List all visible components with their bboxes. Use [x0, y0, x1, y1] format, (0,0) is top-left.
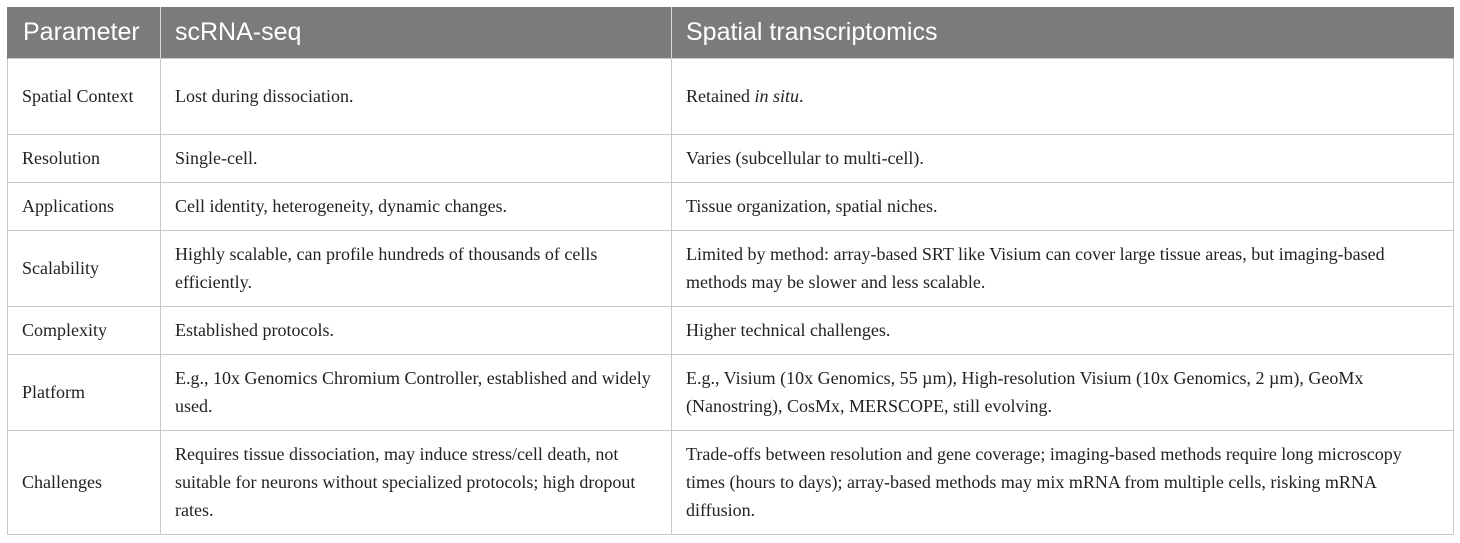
parameter-cell: Applications	[8, 182, 161, 230]
scrna-cell: E.g., 10x Genomics Chromium Controller, established and widely used.	[161, 354, 672, 430]
table-body	[8, 58, 1454, 534]
table-row-complexity	[8, 306, 1454, 354]
comparison-table	[7, 7, 1454, 535]
table-row-challenges	[8, 430, 1454, 534]
parameter-cell: Challenges	[8, 430, 161, 534]
header-parameter: Parameter	[8, 7, 161, 58]
scrna-cell: Lost during dissociation.	[161, 58, 672, 134]
header-scrna-seq: scRNA-seq	[161, 7, 672, 58]
table-row-platform	[8, 354, 1454, 430]
table-header	[8, 7, 1454, 58]
table-row-spatial-context	[8, 58, 1454, 134]
spatial-cell: E.g., Visium (10x Genomics, 55 µm), High-resolution Visium (10x Genomics, 2 µm), GeoMx (Nanostring), CosMx, MERSCOPE, still evolving.	[672, 354, 1454, 430]
scrna-cell: Cell identity, heterogeneity, dynamic changes.	[161, 182, 672, 230]
table-row-scalability	[8, 230, 1454, 306]
scrna-cell: Requires tissue dissociation, may induce stress/cell death, not suitable for neurons without specialized protocols; high dropout rates.	[161, 430, 672, 534]
parameter-cell: Resolution	[8, 134, 161, 182]
parameter-cell: Platform	[8, 354, 161, 430]
scrna-cell: Established protocols.	[161, 306, 672, 354]
spatial-cell: Trade-offs between resolution and gene coverage; imaging-based methods require long microscopy times (hours to days); array-based methods may mix mRNA from multiple cells, risking mRNA diffusion.	[672, 430, 1454, 534]
header-row	[8, 7, 1454, 58]
spatial-text-italic: in situ	[754, 86, 799, 106]
spatial-cell	[672, 58, 1454, 134]
spatial-cell: Limited by method: array-based SRT like Visium can cover large tissue areas, but imaging-based methods may be slower and less scalable.	[672, 230, 1454, 306]
table-row-resolution	[8, 134, 1454, 182]
header-spatial-transcriptomics: Spatial transcriptomics	[672, 7, 1454, 58]
parameter-cell: Scalability	[8, 230, 161, 306]
spatial-text-prefix: Retained	[686, 86, 755, 106]
parameter-cell: Spatial Context	[8, 58, 161, 134]
spatial-text-suffix: .	[799, 86, 804, 106]
scrna-cell: Highly scalable, can profile hundreds of thousands of cells efficiently.	[161, 230, 672, 306]
spatial-cell: Tissue organization, spatial niches.	[672, 182, 1454, 230]
parameter-cell: Complexity	[8, 306, 161, 354]
spatial-cell: Varies (subcellular to multi-cell).	[672, 134, 1454, 182]
spatial-cell: Higher technical challenges.	[672, 306, 1454, 354]
table-row-applications	[8, 182, 1454, 230]
scrna-cell: Single-cell.	[161, 134, 672, 182]
